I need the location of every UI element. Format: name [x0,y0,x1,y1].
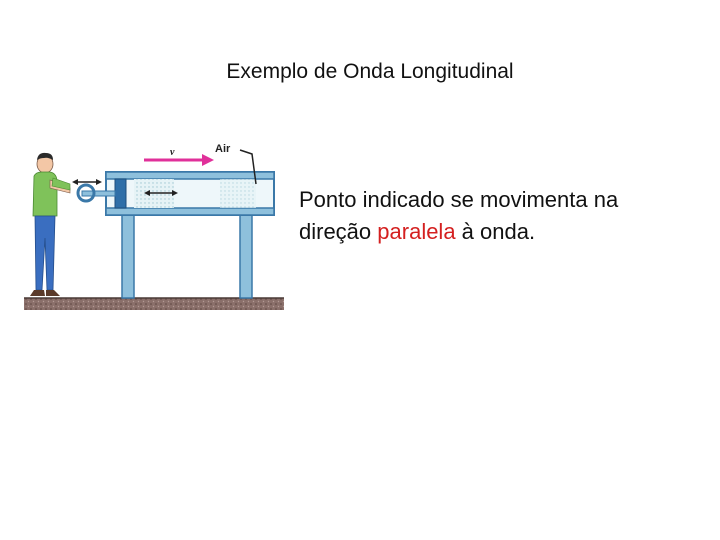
compression-zone [220,179,256,208]
caption-line-1: Ponto indicado se movimenta na [299,187,619,212]
slide-title: Exemplo de Onda Longitudinal [226,60,514,83]
longitudinal-wave-illustration [20,138,290,316]
tube-wall-top [106,172,274,179]
support-leg-left [122,215,134,298]
support-leg-right [240,215,252,298]
velocity-label: v [170,147,175,158]
caption-line-2-end: à onda. [455,219,536,244]
caption-line-2-start: direção [299,219,378,244]
highlighted-word-paralela: paralela [377,219,456,244]
explanation-text [299,184,699,248]
piston-rod [82,191,115,196]
caption-line-2 [299,216,699,248]
person-figure [30,153,70,296]
ground-strip [24,298,284,310]
air-label: Air [215,143,231,155]
tube-wall-bottom [106,208,274,215]
piston [115,179,126,208]
velocity-arrow [144,154,214,166]
